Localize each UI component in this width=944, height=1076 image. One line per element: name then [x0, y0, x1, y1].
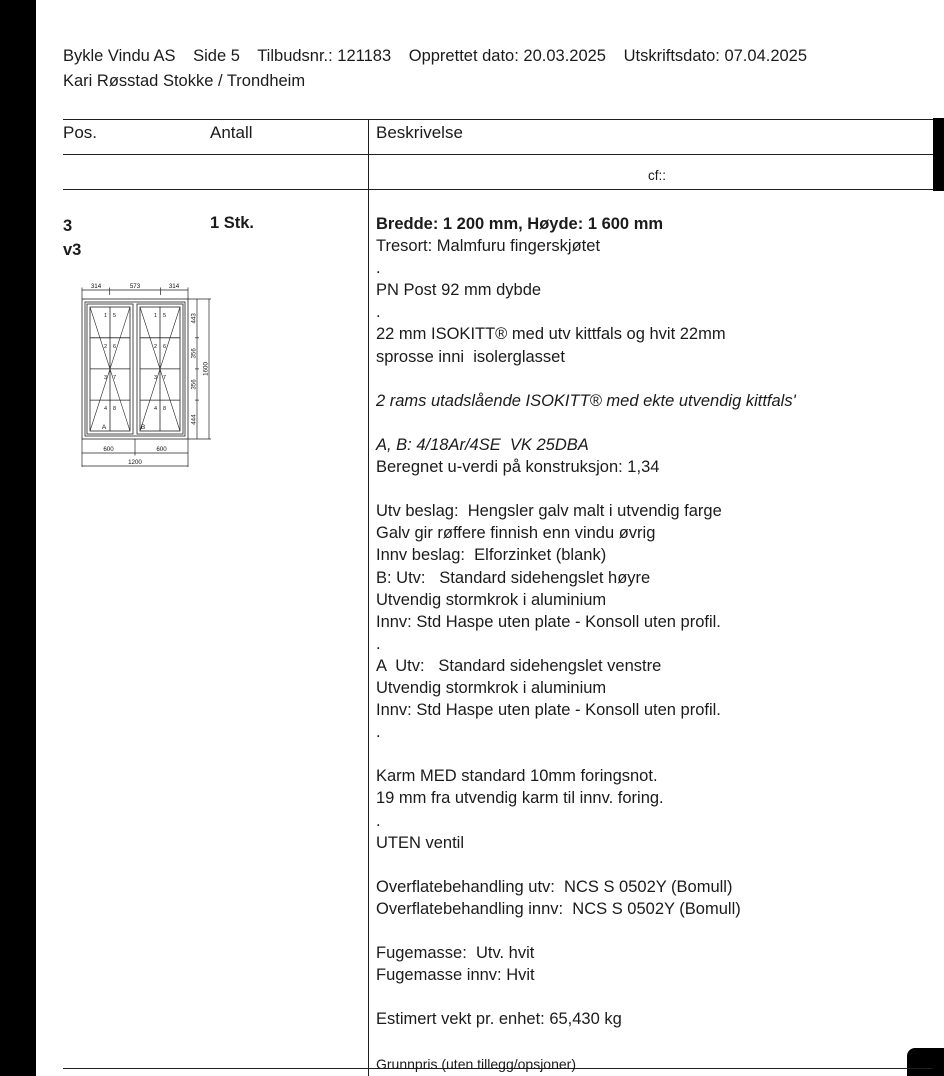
- window-frame: [82, 299, 188, 439]
- pane-number: 1: [103, 313, 108, 319]
- document-header: [63, 44, 807, 94]
- description-line: Overflatebehandling innv: NCS S 0502Y (Bomull): [376, 899, 741, 918]
- description-line: [376, 368, 928, 390]
- column-header-antall: Antall: [210, 123, 253, 142]
- description-line: .: [376, 811, 381, 830]
- description-line: Beregnet u-verdi på konstruksjon: 1,34: [376, 458, 660, 477]
- pane-number: 4: [103, 406, 108, 412]
- description-line: Utvendig stormkrok i aluminium: [376, 590, 607, 609]
- quantity-cell: 1 Stk.: [210, 214, 255, 232]
- table-top-border: [63, 119, 933, 120]
- description-line: [376, 743, 928, 765]
- dim-label-top-mid: 573: [129, 283, 141, 290]
- description-line: Galv gir røffere finnish enn vindu øvrig: [376, 524, 656, 543]
- pane-number: 7: [112, 375, 117, 381]
- pane-number: 2: [103, 344, 108, 350]
- left-black-edge: [0, 0, 36, 1076]
- description-line: [376, 412, 928, 434]
- description-line: Grunnpris (uten tillegg/opsjoner): [376, 1055, 576, 1072]
- pane-number: 8: [112, 406, 117, 412]
- description-line: .: [376, 634, 381, 653]
- description-line: Karm MED standard 10mm foringsnot.: [376, 767, 658, 786]
- description-line: Bredde: 1 200 mm, Høyde: 1 600 mm: [376, 215, 664, 233]
- table-column-divider: [368, 119, 369, 1076]
- description-line: Innv: Std Haspe uten plate - Konsoll uten profil.: [376, 612, 721, 631]
- position-cell: [63, 214, 81, 262]
- description-line: A, B: 4/18Ar/4SE VK 25DBA: [376, 435, 589, 454]
- description-line: [376, 1030, 928, 1052]
- pane-number: 4: [153, 406, 158, 412]
- description-column: [376, 213, 928, 1075]
- description-line: [376, 478, 928, 500]
- dim-label-width-total: 1200: [128, 459, 142, 466]
- position-variant: v3: [63, 241, 82, 259]
- description-line: UTEN ventil: [376, 833, 465, 852]
- description-line: Innv beslag: Elforzinket (blank): [376, 546, 607, 565]
- pane-number: 5: [162, 313, 167, 319]
- dim-label-bottom-right: 600: [156, 446, 167, 453]
- position-number: 3: [63, 217, 73, 235]
- description-line: sprosse inni isolerglasset: [376, 347, 565, 366]
- table-subheader-border: [63, 189, 933, 190]
- description-line: .: [376, 259, 381, 278]
- sash-label-a: A: [101, 424, 107, 431]
- dim-label-top-left: 314: [90, 283, 102, 290]
- description-line: Utv beslag: Hengsler galv malt i utvendig farge: [376, 502, 722, 521]
- pane-number: 6: [112, 344, 117, 350]
- sash-label-b: B: [140, 424, 146, 431]
- description-line: Estimert vekt pr. enhet: 65,430 kg: [376, 1010, 622, 1029]
- pane-number: 7: [162, 375, 167, 381]
- description-line: .: [376, 723, 381, 742]
- subheader-cf-label: cf::: [648, 168, 667, 183]
- pane-number: 3: [153, 375, 158, 381]
- created-date: Opprettet dato: 20.03.2025: [408, 47, 606, 65]
- description-line: 2 rams utadslående ISOKITT® med ekte utvendig kittfals': [376, 391, 796, 410]
- description-line: Innv: Std Haspe uten plate - Konsoll uten profil.: [376, 701, 721, 720]
- column-header-beskrivelse: Beskrivelse: [376, 123, 463, 142]
- description-line: Utvendig stormkrok i aluminium: [376, 678, 607, 697]
- description-line: Overflatebehandling utv: NCS S 0502Y (Bomull): [376, 877, 733, 896]
- dim-label-bottom-left: 600: [103, 446, 114, 453]
- description-line: Fugemasse innv: Hvit: [376, 966, 535, 985]
- print-date: Utskriftsdato: 07.04.2025: [623, 47, 808, 65]
- description-line: [376, 854, 928, 876]
- description-line: 22 mm ISOKITT® med utv kittfals og hvit 22mm: [376, 325, 726, 344]
- pane-number: 8: [162, 406, 167, 412]
- dim-label-right-3: 356: [190, 379, 198, 390]
- description-line: B: Utv: Standard sidehengslet høyre: [376, 568, 651, 587]
- window-technical-drawing: [64, 277, 224, 477]
- description-line: A Utv: Standard sidehengslet venstre: [376, 656, 662, 675]
- description-line: .: [376, 303, 381, 322]
- description-line: [376, 986, 928, 1008]
- table-header-border: [63, 154, 933, 155]
- pane-number: 2: [153, 344, 158, 350]
- description-line: Tresort: Malmfuru fingerskjøtet: [376, 237, 601, 256]
- description-line: Fugemasse: Utv. hvit: [376, 944, 535, 963]
- pane-number: 3: [103, 375, 108, 381]
- pane-number: 6: [162, 344, 167, 350]
- description-line: [376, 920, 928, 942]
- customer-name: Kari Røsstad Stokke / Trondheim: [63, 72, 306, 90]
- column-header-pos: Pos.: [63, 123, 98, 142]
- description-line: 19 mm fra utvendig karm til innv. foring.: [376, 789, 664, 808]
- dim-label-right-1: 443: [190, 313, 198, 324]
- company-name: Bykle Vindu AS: [63, 47, 176, 65]
- dim-label-top-right: 314: [168, 283, 180, 290]
- offer-number: Tilbudsnr.: 121183: [257, 47, 392, 65]
- header-line-1: [63, 44, 807, 69]
- pane-number: 1: [153, 313, 158, 319]
- page-number: Side 5: [193, 47, 240, 65]
- right-edge-mark-top: [933, 118, 944, 191]
- dim-label-right-2: 356: [190, 348, 198, 359]
- dim-label-right-4: 444: [190, 414, 198, 425]
- pane-number: 5: [112, 313, 117, 319]
- dim-label-height-total: 1600: [202, 362, 210, 376]
- description-line: PN Post 92 mm dybde: [376, 281, 542, 300]
